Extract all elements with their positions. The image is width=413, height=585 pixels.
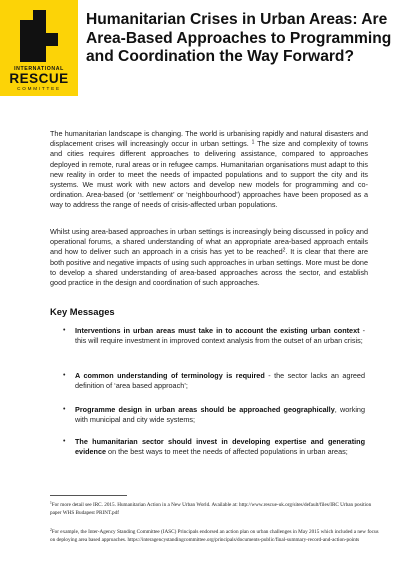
intro-p2-text-b: . It is clear that there are both positive and negative impacts of using such approaches in urban settings. More must be done to develop a shared understanding of area-based approaches across the sector, and establish good practice in the design and coordination of such approaches. (50, 247, 368, 288)
key-message-3 (75, 405, 365, 426)
document-title: Humanitarian Crises in Urban Areas: Are Area-Based Approaches to Programming and Coordination the Way Forward? (86, 11, 392, 65)
intro-p1-text-a: The humanitarian landscape is changing. The world is urbanising rapidly and natural disasters and displacement crises will increasingly occur in urban settings. (50, 129, 368, 149)
irc-logo (0, 0, 78, 96)
key-message-3-bold: Programme design in urban areas should be approached geographically (75, 405, 335, 414)
logo-line-2: RESCUE (9, 71, 69, 86)
intro-p2-text-a: Whilst using area-based approaches in urban settings is increasingly being discussed in policy and operational forums, a shared understanding of what an appropriate area-based approach entails and how to deliver such an approach in a crisis has yet to be reached (50, 227, 368, 257)
bullet-icon: • (63, 406, 66, 413)
footnote-1-text[interactable]: For more detail see IRC. 2015. Humanitarian Action in a New Urban World. Available at: http://www.rescue-uk.org/sites/default/files/IRC Urban position paper WHS Budapest PRINT.pdf (50, 502, 372, 516)
key-message-1 (75, 326, 365, 347)
intro-paragraph-2 (50, 227, 368, 288)
irc-figure-icon (0, 0, 78, 66)
key-message-3-rest: , working with municipal and city wide systems; (75, 405, 365, 425)
logo-line-1: INTERNATIONAL (14, 66, 64, 72)
intro-paragraph-1 (50, 129, 368, 211)
footnote-divider (50, 495, 127, 496)
footnote-ref-1[interactable]: 1 (251, 139, 255, 146)
key-message-2-bold: A common understanding of terminology is required (75, 371, 265, 380)
key-message-4-bold: The humanitarian sector should invest in developing expertise and generating evidence (75, 437, 365, 457)
key-message-2-rest: - the sector lacks an agreed definition of ‘area based approach’; (75, 371, 366, 391)
key-message-4 (75, 437, 365, 458)
key-messages-heading: Key Messages (50, 306, 115, 317)
intro-p1-text-b: The size and complexity of towns and cities requires different approaches to delivering assistance, compared to approaches deployed in remote, rural areas or in refugee camps. Humanitarian organisations must adapt to this new reality in order to meet the needs of impacted populations and to support the city and its systems. We must work with new actors and develop new models for programming and co-ordination. Area-based (or ‘settlement’ or ‘neighbourhood’) approaches have been proposed as a way to address the range of needs of crisis-affected urban populations. (50, 139, 368, 210)
footnote-2 (50, 529, 380, 544)
key-message-1-rest: - this will require investment in improved context analysis from the outset of an urban crisis; (75, 326, 365, 346)
key-message-4-rest: on the best ways to meet the needs of affected populations in urban areas; (106, 447, 348, 457)
bullet-icon: • (63, 372, 66, 379)
bullet-icon: • (63, 327, 66, 334)
bullet-icon: • (63, 438, 66, 445)
footnote-2-text[interactable]: For example, the Inter-Agency Standing Committee (IASC) Principals endorsed an action plan on urban challenges in May 2015 which included a new focus on deploying area based approaches. https://interagencystandingcommittee.org/principals/documents-public/final-summary-record-and-action-points (50, 529, 379, 543)
footnote-1 (50, 502, 380, 517)
footnote-1-number: 1 (50, 501, 52, 506)
footnote-2-number: 2 (50, 528, 52, 533)
key-message-2 (75, 371, 365, 392)
key-message-1-bold: Interventions in urban areas must take in to account the existing urban context (75, 326, 360, 335)
footnote-ref-2[interactable]: 2 (282, 247, 286, 254)
logo-line-3: COMMITTEE (17, 86, 61, 91)
